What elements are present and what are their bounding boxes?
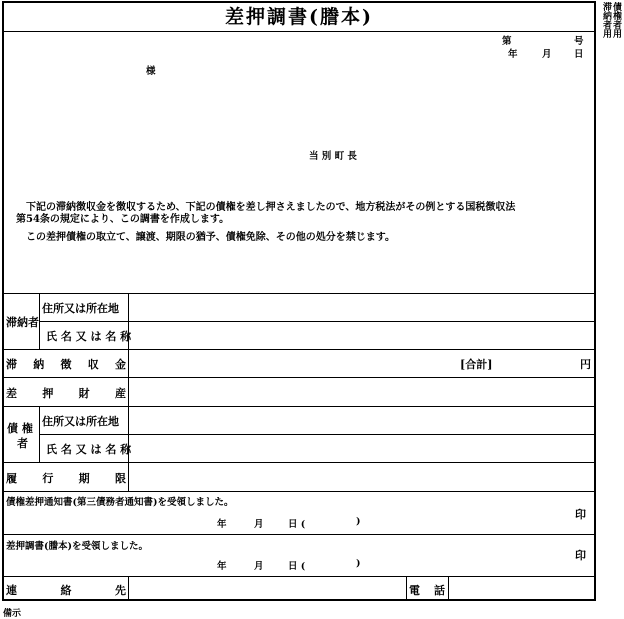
delinquent-name-label: 氏 名 又 は 名 称 bbox=[46, 330, 132, 343]
rule bbox=[4, 293, 594, 294]
doc-no-prefix: 第 bbox=[502, 36, 512, 47]
debtor-address-label: 住所又は所在地 bbox=[42, 415, 119, 428]
rule bbox=[39, 321, 594, 322]
rule bbox=[4, 377, 594, 378]
yen-unit: 円 bbox=[580, 358, 591, 371]
phone-label: 電 話 bbox=[409, 584, 445, 597]
date-year-label: 年 bbox=[508, 49, 518, 60]
rule bbox=[448, 576, 449, 601]
receipt2-text: 差押調書(謄本)を受領しました。 bbox=[6, 541, 148, 552]
footer-note: 備示 bbox=[3, 609, 22, 619]
date-day-label: 日 bbox=[574, 49, 584, 60]
receipt2-year: 年 bbox=[217, 561, 227, 572]
receipt1-month: 月 bbox=[254, 519, 264, 530]
contact-label: 連 絡 先 bbox=[6, 584, 126, 597]
rule bbox=[4, 576, 594, 577]
delinquent-group-label: 滞納者 bbox=[6, 316, 39, 329]
receipt2-seal: 印 bbox=[575, 549, 586, 562]
rule bbox=[4, 534, 594, 535]
rule bbox=[4, 462, 594, 463]
rule bbox=[39, 293, 40, 349]
deadline-label: 履 行 期 限 bbox=[6, 472, 126, 485]
receipt1-close: ) bbox=[356, 516, 361, 527]
amount-label: 滞 納 徴 収 金 bbox=[6, 358, 126, 371]
doc-no-suffix: 号 bbox=[574, 36, 584, 47]
debtor-name-label: 氏 名 又 は 名 称 bbox=[46, 443, 132, 456]
rule bbox=[4, 406, 594, 407]
total-label: [合計] bbox=[460, 358, 493, 371]
body-line-1: 下記の滞納徴収金を徴収するため、下記の債権を差し押さえましたので、地方税法がその例とする国税徴収法 bbox=[26, 202, 516, 213]
side-note-creditor: 債権者用 bbox=[611, 2, 621, 38]
rule bbox=[39, 406, 40, 462]
rule bbox=[128, 576, 129, 601]
date-month-label: 月 bbox=[542, 49, 552, 60]
receipt1-seal: 印 bbox=[575, 508, 586, 521]
rule bbox=[4, 349, 594, 350]
receipt1-year: 年 bbox=[217, 519, 227, 530]
rule bbox=[4, 491, 594, 492]
rule bbox=[128, 293, 129, 491]
debtor-group-label-2: 者 bbox=[17, 437, 28, 450]
debtor-group-label-1: 債 権 bbox=[7, 422, 33, 435]
seized-property-label: 差 押 財 産 bbox=[6, 387, 126, 400]
rule bbox=[39, 434, 594, 435]
body-line-2: 第54条の規定により、この調書を作成します。 bbox=[16, 214, 230, 225]
side-note-delinquent: 滞納者用 bbox=[601, 2, 611, 38]
receipt2-close: ) bbox=[356, 558, 361, 569]
issuer-name: 当 別 町 長 bbox=[309, 151, 357, 162]
delinquent-address-label: 住所又は所在地 bbox=[42, 302, 119, 315]
receipt2-day: 日 ( bbox=[288, 561, 306, 572]
receipt2-month: 月 bbox=[254, 561, 264, 572]
seizure-record-form bbox=[2, 1, 596, 601]
receipt1-day: 日 ( bbox=[288, 519, 306, 530]
receipt1-text: 債権差押通知書(第三債務者通知書)を受領しました。 bbox=[6, 497, 234, 508]
body-line-3: この差押債権の取立て、譲渡、期限の猶予、債権免除、その他の処分を禁じます。 bbox=[26, 232, 395, 243]
form-title: 差押調書(謄本) bbox=[4, 3, 594, 32]
addressee-suffix: 様 bbox=[146, 66, 156, 77]
rule bbox=[406, 576, 407, 601]
